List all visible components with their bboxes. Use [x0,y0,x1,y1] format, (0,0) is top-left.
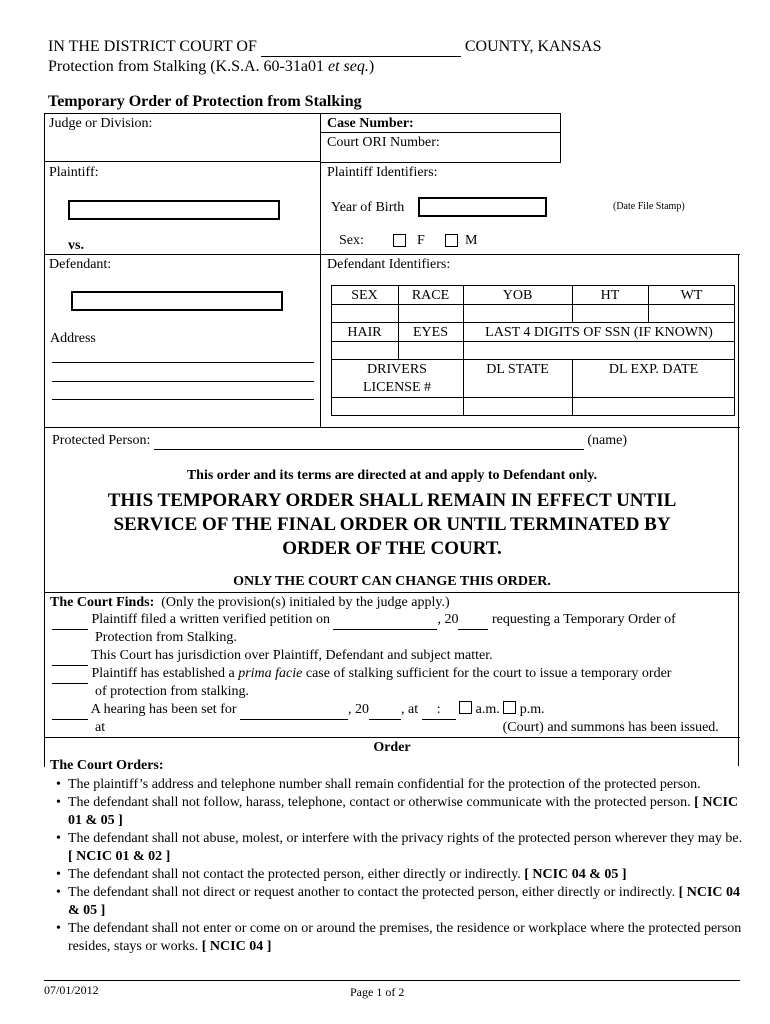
plaintiff-yob-input[interactable] [418,197,547,217]
ncic-code: [ NCIC 01 & 05 ] [68,795,739,828]
order-item-text: The defendant shall not abuse, molest, or interfere with the privacy rights of the protected person wherever they may be. [68,831,743,846]
table-hline-5 [331,397,735,398]
order-item-text: The defendant shall not follow, harass, telephone, contact or otherwise communicate with the protected person. [68,795,695,810]
plaintiff-label: Plaintiff: [49,165,99,180]
finding-2-text: This Court has jurisdiction over Plaintiff, Defendant and subject matter. [91,648,493,663]
sex-m-label: M [465,233,478,248]
top-border [44,113,320,114]
sex-label: Sex: [339,233,364,248]
statute-prefix: Protection from Stalking (K.S.A. 60-31a01 [48,58,328,75]
order-item-text: The defendant shall not enter or come on or around the premises, the residence or workplace where the protected person resides, stays or works. [68,921,742,954]
ncic-code: [ NCIC 04 ] [201,939,272,954]
orders-heading: The Court Orders: [50,758,164,773]
sex-m-checkbox[interactable] [445,234,458,247]
finding-4-at-label: at [95,720,106,735]
directed-notice: This order and its terms are directed at and apply to Defendant only. [186,468,598,483]
date-file-stamp: (Date File Stamp) [613,201,685,212]
order-item-text: The defendant shall not direct or request another to contact the protected person, either directly or indirectly. [68,885,679,900]
initial-3[interactable] [52,665,88,684]
findings-divider [44,592,740,593]
protected-name-suffix: (name) [587,433,628,448]
defendant-identifiers-label: Defendant Identifiers: [327,257,451,272]
statute-line [48,58,374,76]
order-item [56,866,746,884]
court-heading [48,38,601,57]
protected-person-field[interactable] [154,433,584,450]
finding-3-text: Plaintiff has established a [91,666,239,681]
ncic-code: [ NCIC 04 & 05 ] [524,867,627,882]
col-sex: SEX [351,288,378,303]
order-title: Order [373,740,411,755]
petition-date-field[interactable] [333,611,437,630]
sex-f-label: F [417,233,425,248]
findings-note: (Only the provision(s) initialed by the judge apply.) [161,595,450,610]
order-item-text: The defendant shall not contact the protected person, either directly or indirectly. [68,867,525,882]
order-item [56,830,746,866]
petition-year-field[interactable] [458,611,488,630]
finding-4-at: , at [401,702,419,717]
order-item [56,794,746,830]
ncic-code: [ NCIC 01 & 02 ] [68,849,171,864]
finding-4-text: A hearing has been set for [90,702,237,717]
left-border [44,113,45,453]
finding-4-cont [95,719,719,738]
address-line-3[interactable] [52,399,314,400]
finding-3-italic: prima facie [238,666,303,681]
initial-1[interactable] [52,611,88,630]
middle-border [320,161,321,427]
county-suffix: COUNTY, KANSAS [464,38,602,55]
big-notice: THIS TEMPORARY ORDER SHALL REMAIN IN EFFECT UNTIL SERVICE OF THE FINAL ORDER OR UNTIL TERMINATED BY ORDER OF THE COURT. [107,490,677,559]
court-ori-label: Court ORI Number: [327,135,440,150]
am-label: a.m. [475,702,500,717]
form-title: Temporary Order of Protection from Stalking [48,93,362,110]
hearing-year-field[interactable] [369,701,401,720]
judge-label: Judge or Division: [49,116,153,131]
order-item [56,920,746,956]
table-hline-2 [331,322,735,323]
ncic-code: [ NCIC 04 & 05 ] [68,885,741,918]
finding-4 [52,701,545,720]
col-drivers-license: DRIVERS LICENSE # [362,362,432,395]
pm-label: p.m. [519,702,545,717]
col-ssn: LAST 4 DIGITS OF SSN (IF KNOWN) [485,325,713,340]
finding-1-text-b: requesting a Temporary Order of [491,612,676,627]
protected-divider [44,427,740,428]
county-name-field[interactable] [261,38,461,57]
finding-1 [52,611,676,630]
pm-checkbox[interactable] [503,701,516,714]
finding-1-text: Plaintiff filed a written verified petition on [91,612,330,627]
finding-1-cont: Protection from Stalking. [95,630,237,645]
col-wt: WT [680,288,703,303]
order-item [56,884,746,920]
finding-2 [52,647,493,666]
col-hair: HAIR [347,325,382,340]
table-hline-4 [331,359,735,360]
col-race: RACE [411,288,450,303]
judge-divider [44,161,320,162]
sex-f-checkbox[interactable] [393,234,406,247]
vs-label: vs. [68,238,84,253]
statute-suffix: ) [368,58,375,75]
finding-3 [52,665,671,684]
am-checkbox[interactable] [459,701,472,714]
address-line-2[interactable] [52,381,314,382]
finding-4-year-prefix: , 20 [348,702,370,717]
col-yob: YOB [502,288,533,303]
order-divider [44,737,740,738]
initial-4[interactable] [52,701,88,720]
protected-person-line [52,433,627,450]
only-court-notice: ONLY THE COURT CAN CHANGE THIS ORDER. [233,574,551,589]
hearing-date-field[interactable] [240,701,348,720]
defendant-name-input[interactable] [71,291,283,311]
footer-date: 07/01/2012 [44,983,99,997]
col-dl-exp: DL EXP. DATE [608,362,699,377]
footer-page: Page 1 of 2 [350,985,405,999]
address-line-1[interactable] [52,362,314,363]
address-label: Address [50,331,96,346]
findings-heading: The Court Finds: [50,595,155,610]
court-location-field[interactable] [109,719,503,738]
finding-3-cont: of protection from stalking. [95,684,249,699]
orders-list [56,776,746,956]
statute-italic: et seq. [327,58,369,75]
case-number-label: Case Number: [327,116,414,131]
finding-4-text-d: (Court) and summons has been issued. [502,720,719,735]
col-eyes: EYES [413,325,448,340]
order-item [56,776,746,794]
defendant-divider [44,254,740,255]
case-number-divider [320,132,561,133]
year-of-birth-label: Year of Birth [331,200,405,215]
plaintiff-identifiers-label: Plaintiff Identifiers: [327,165,438,180]
plaintiff-name-input[interactable] [68,200,280,220]
findings-heading-line [50,594,450,612]
col-ht: HT [600,288,620,303]
finding-1-year-prefix: , 20 [437,612,459,627]
order-item-text: The plaintiff’s address and telephone number shall remain confidential for the protection of the protected person. [68,777,701,792]
defendant-label: Defendant: [49,257,112,272]
court-prefix: IN THE DISTRICT COURT OF [48,38,257,55]
protected-person-label: Protected Person: [52,433,151,448]
footer-divider [44,980,740,981]
hearing-time-field[interactable] [422,701,456,720]
finding-3-text-b: case of stalking sufficient for the court to issue a temporary order [302,666,672,681]
initial-2[interactable] [52,647,88,666]
col-dl-state: DL STATE [486,362,549,377]
time-colon: : [436,702,441,717]
